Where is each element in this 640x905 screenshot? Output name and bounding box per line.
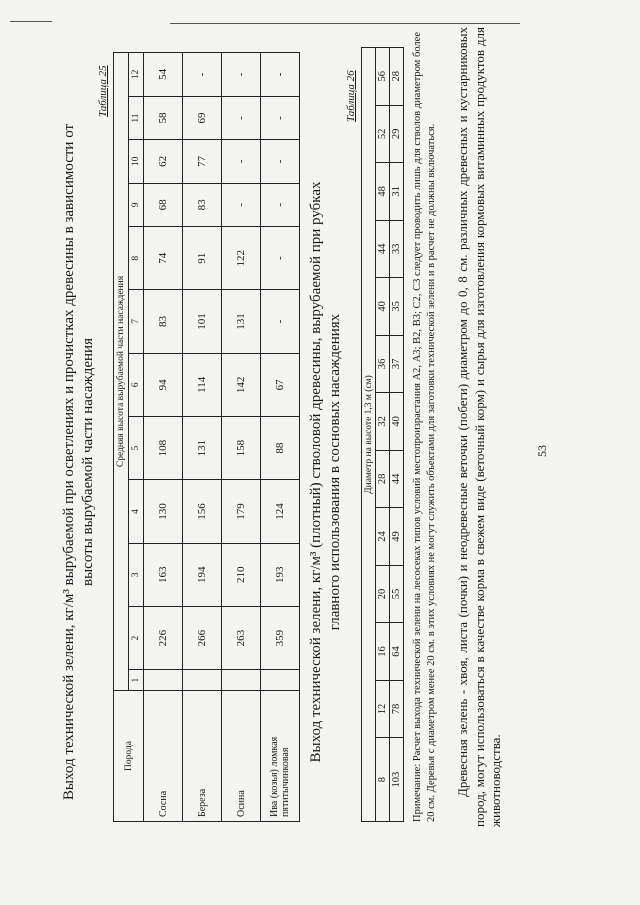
value-cell: 263: [222, 606, 261, 669]
value-cell: 69: [183, 96, 222, 139]
value-cell: 37: [390, 335, 404, 393]
diameter-cell: 16: [376, 623, 390, 681]
table-row: [183, 53, 222, 822]
value-cell: 58: [144, 96, 183, 139]
height-header: 3: [129, 543, 144, 606]
value-cell: -: [222, 96, 261, 139]
diameter-cell: 48: [376, 163, 390, 221]
value-cell: 91: [183, 227, 222, 290]
value-cell: 131: [222, 290, 261, 353]
value-cell: 359: [261, 606, 300, 669]
height-header: 11: [129, 96, 144, 139]
table-25: [113, 52, 300, 822]
diameter-cell: 52: [376, 105, 390, 163]
value-cell: -: [261, 290, 300, 353]
value-cell: -: [261, 227, 300, 290]
page-number: 53: [535, 445, 549, 457]
value-cell: -: [222, 183, 261, 226]
value-cell: 77: [183, 140, 222, 183]
value-cell: -: [261, 183, 300, 226]
value-cell: [183, 670, 222, 691]
col-breed-header: Порода: [114, 691, 144, 822]
diameter-cell: 24: [376, 508, 390, 566]
value-cell: -: [261, 140, 300, 183]
value-cell: 49: [390, 508, 404, 566]
value-cell: 124: [261, 480, 300, 543]
table-row: [222, 53, 261, 822]
height-header: 10: [129, 140, 144, 183]
value-cell: 103: [390, 738, 404, 822]
value-cell: 156: [183, 480, 222, 543]
diameter-cell: 56: [376, 48, 390, 106]
breed-name: Береза: [183, 691, 222, 822]
value-cell: 108: [144, 416, 183, 479]
value-cell: 29: [390, 105, 404, 163]
diameter-cell: 36: [376, 335, 390, 393]
height-header: 7: [129, 290, 144, 353]
table25-title: Выход технической зелени, кг/м³ вырубаемой при осветлениях и прочистках древесины в зависимости от высоты вырубаемой части насаждения: [61, 123, 96, 801]
diameter-cell: 32: [376, 393, 390, 451]
breed-name: Осина: [222, 691, 261, 822]
value-cell: -: [183, 53, 222, 97]
diameter-cell: 8: [376, 738, 390, 822]
table-row: [261, 53, 300, 822]
table-note: Примечание: Расчет выхода технической зелени на лесосеках типов условий местопроизрастания А2, А3; В2, В3; С2, С3 следует проводить лишь для стволов диаметром более 20 см. Деревья с диаметром менее 20 см. в этих условиях не могут служить объектами для заготовки технической зелени и в расчет не должны включаться.: [412, 32, 437, 822]
value-cell: 68: [144, 183, 183, 226]
height-header: 6: [129, 353, 144, 416]
value-cell: 62: [144, 140, 183, 183]
value-cell: 44: [390, 450, 404, 508]
value-cell: 179: [222, 480, 261, 543]
value-cell: -: [222, 140, 261, 183]
value-cell: 31: [390, 163, 404, 221]
height-header: 2: [129, 606, 144, 669]
value-cell: 226: [144, 606, 183, 669]
value-cell: 194: [183, 543, 222, 606]
value-cell: 122: [222, 227, 261, 290]
height-header: 12: [129, 53, 144, 97]
table-row: [390, 48, 404, 822]
col-height-group-header: Средняя высота вырубаемой части насаждения: [114, 53, 129, 691]
height-header: 4: [129, 480, 144, 543]
value-cell: [261, 670, 300, 691]
breed-name: Ива (козья) ломкая пятитычинковая: [261, 691, 300, 822]
table25-label: Таблица 25: [97, 65, 109, 117]
value-cell: 83: [183, 183, 222, 226]
diameter-cell: 28: [376, 450, 390, 508]
diameter-cell: 12: [376, 680, 390, 738]
value-cell: 131: [183, 416, 222, 479]
value-cell: 40: [390, 393, 404, 451]
value-cell: 28: [390, 48, 404, 106]
value-cell: 64: [390, 623, 404, 681]
body-paragraph: Древесная зелень - хвоя, листа (почки) и неодревесные веточки (побеги) диаметром до 0, 8 см. различных древесных и кустарниковых пород, могут использоваться в качестве корма в свежем виде (веточный корм) и сырья для изготовления кормовых витаминных продуктов для животноводства.: [455, 27, 503, 827]
value-cell: 74: [144, 227, 183, 290]
table-row: [144, 53, 183, 822]
value-cell: 94: [144, 353, 183, 416]
value-cell: -: [261, 53, 300, 97]
height-header: 8: [129, 227, 144, 290]
value-cell: 114: [183, 353, 222, 416]
value-cell: 55: [390, 565, 404, 623]
value-cell: -: [222, 53, 261, 97]
value-cell: [144, 670, 183, 691]
value-cell: 35: [390, 278, 404, 336]
diameter-cell: 20: [376, 565, 390, 623]
diameter-header: Диаметр на высоте 1,3 м (см): [362, 48, 376, 822]
value-cell: 266: [183, 606, 222, 669]
height-header: 5: [129, 416, 144, 479]
table26-label: Таблица 26: [345, 70, 357, 122]
value-cell: 193: [261, 543, 300, 606]
value-cell: 83: [144, 290, 183, 353]
value-cell: 158: [222, 416, 261, 479]
value-cell: 210: [222, 543, 261, 606]
diameter-cell: 40: [376, 278, 390, 336]
value-cell: 67: [261, 353, 300, 416]
value-cell: -: [261, 96, 300, 139]
value-cell: 130: [144, 480, 183, 543]
document-page: [5, 2, 635, 902]
breed-name: Сосна: [144, 691, 183, 822]
table26-title: Выход технической зелени, кг/м³ (плотный) стволовой древесины, вырубаемой при рубках главного использования в сосновых насаждениях: [308, 181, 343, 763]
table-26: [361, 47, 404, 822]
value-cell: 101: [183, 290, 222, 353]
value-cell: 33: [390, 220, 404, 278]
value-cell: 88: [261, 416, 300, 479]
value-cell: 54: [144, 53, 183, 97]
value-cell: 78: [390, 680, 404, 738]
height-header: 9: [129, 183, 144, 226]
value-cell: [222, 670, 261, 691]
diameter-cell: 44: [376, 220, 390, 278]
height-header: 1: [129, 670, 144, 691]
value-cell: 142: [222, 353, 261, 416]
value-cell: 163: [144, 543, 183, 606]
